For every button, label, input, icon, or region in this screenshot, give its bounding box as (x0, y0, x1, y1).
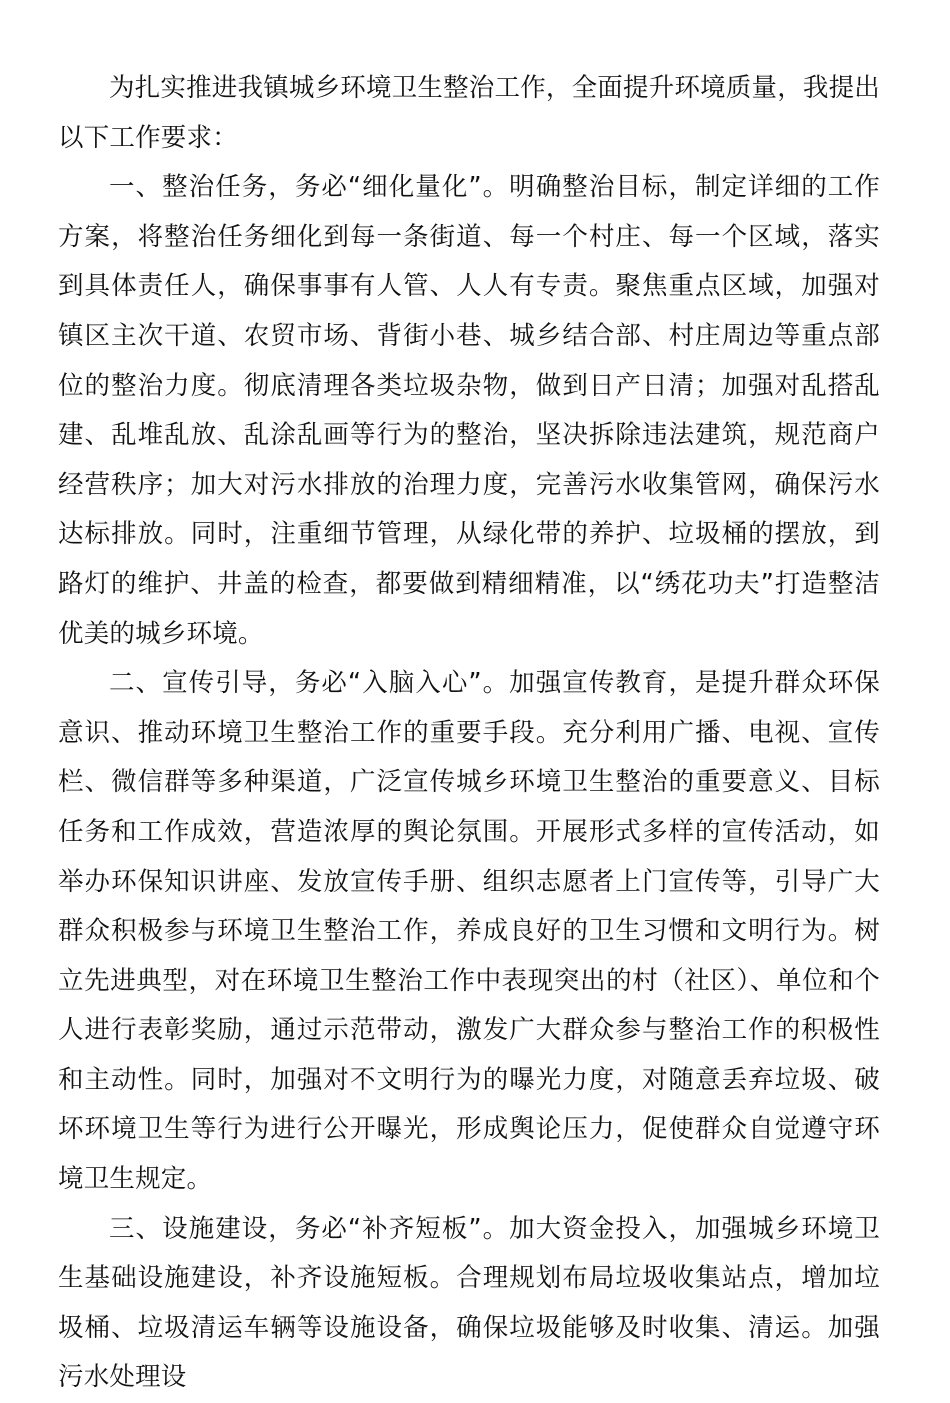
document-body (58, 64, 880, 1403)
section-three-paragraph: 三、设施建设，务必“补齐短板”。加大资金投入，加强城乡环境卫生基础设施建设，补齐设施短板。合理规划布局垃圾收集站点，增加垃圾桶、垃圾清运车辆等设施设备，确保垃圾能够及时收集、清运。加强污水处理设 (58, 1213, 880, 1393)
section-one-paragraph: 一、整治任务，务必“细化量化”。明确整治目标，制定详细的工作方案，将整治任务细化到每一条街道、每一个村庄、每一个区域，落实到具体责任人，确保事事有人管、人人有专责。聚焦重点区域，加强对镇区主次干道、农贸市场、背街小巷、城乡结合部、村庄周边等重点部位的整治力度。彻底清理各类垃圾杂物，做到日产日清；加强对乱搭乱建、乱堆乱放、乱涂乱画等行为的整治，坚决拆除违法建筑，规范商户经营秩序；加大对污水排放的治理力度，完善污水收集管网，确保污水达标排放。同时，注重细节管理，从绿化带的养护、垃圾桶的摆放，到路灯的维护、井盖的检查，都要做到精细精准，以“绣花功夫”打造整洁优美的城乡环境。 (58, 172, 880, 649)
section-two-paragraph: 二、宣传引导，务必“入脑入心”。加强宣传教育，是提升群众环保意识、推动环境卫生整治工作的重要手段。充分利用广播、电视、宣传栏、微信群等多种渠道，广泛宣传城乡环境卫生整治的重要意义、目标任务和工作成效，营造浓厚的舆论氛围。开展形式多样的宣传活动，如举办环保知识讲座、发放宣传手册、组织志愿者上门宣传等，引导广大群众积极参与环境卫生整治工作，养成良好的卫生习惯和文明行为。树立先进典型，对在环境卫生整治工作中表现突出的村（社区）、单位和个人进行表彰奖励，通过示范带动，激发广大群众参与整治工作的积极性和主动性。同时，加强对不文明行为的曝光力度，对随意丢弃垃圾、破坏环境卫生等行为进行公开曝光，形成舆论压力，促使群众自觉遵守环境卫生规定。 (58, 668, 880, 1195)
intro-paragraph: 为扎实推进我镇城乡环境卫生整治工作，全面提升环境质量，我提出以下工作要求： (58, 73, 881, 153)
